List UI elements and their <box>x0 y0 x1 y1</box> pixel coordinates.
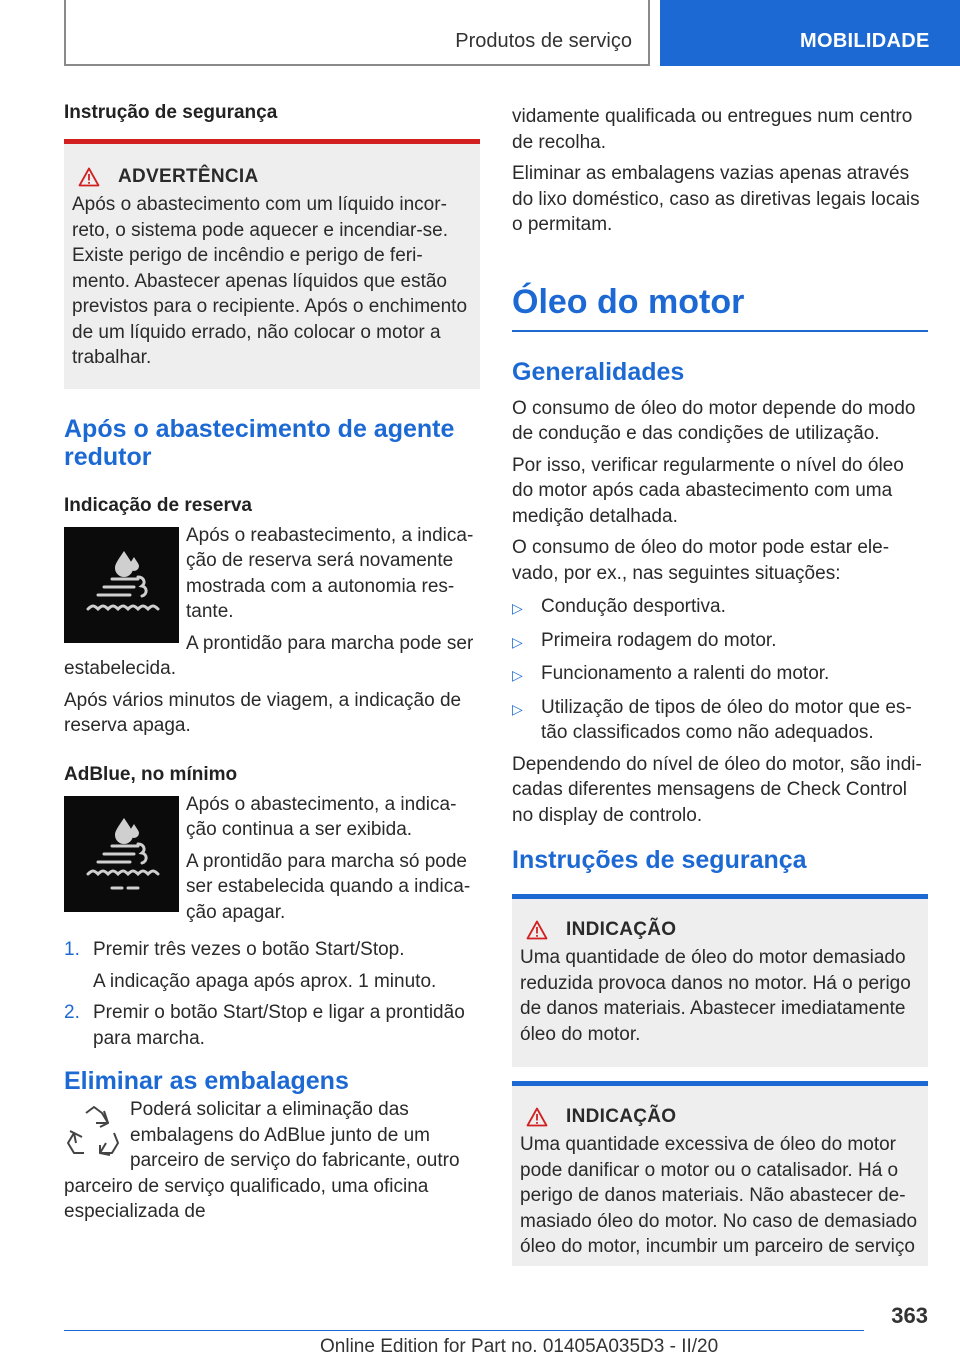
adblue-reserve-icon <box>64 527 179 643</box>
step-item <box>64 937 480 994</box>
reserve-text-2: A prontidão para marcha pode ser estabelecida. <box>64 632 474 679</box>
header-section-box <box>64 0 650 66</box>
reserve-text-1: Após o reabastecimento, a indicação de reserva será novamente mostrada com a autonomia restante. <box>186 524 474 622</box>
general-heading: Generalidades <box>512 357 685 386</box>
bullet-item <box>512 695 928 746</box>
steps-list <box>64 931 480 1051</box>
bullet-text: Utilização de tipos de óleo do motor que estão classificados como não adequados. <box>541 696 912 743</box>
chapter-tab[interactable] <box>660 0 960 66</box>
notice-box-2 <box>512 1081 928 1266</box>
adblue-minimum-icon <box>64 796 179 912</box>
bullet-triangle-icon: ▷ <box>512 667 523 683</box>
reserve-heading: Indicação de reserva <box>64 494 252 516</box>
bullet-text: Condução desportiva. <box>541 596 726 617</box>
bullet-triangle-icon: ▷ <box>512 700 523 717</box>
notice-text: Uma quantidade excessiva de óleo do motor pode danificar o motor ou o catalisador. Há o perigo de danos materiais. Não abastecer demasiado óleo do motor. No caso de demasiado óleo do motor, incumbir um parceiro de serviço <box>520 1134 918 1257</box>
step-item <box>64 1000 480 1051</box>
step-subtext: A indicação apaga após aprox. 1 minuto. <box>93 970 437 992</box>
minimum-indicator-image <box>64 796 179 912</box>
warning-box <box>64 139 480 389</box>
general-text-1: O consumo de óleo do motor depende do modo de condução e das condições de utilização. <box>512 397 916 444</box>
situations-list <box>512 594 928 746</box>
footer-edition: Online Edition for Part no. 01405A035D3 - II/20 <box>320 1336 719 1357</box>
step-text: Premir o botão Start/Stop e ligar a prontidão para marcha. <box>93 1002 465 1049</box>
general-text-2: Por isso, verificar regularmente o nível do óleo do motor após cada abastecimento com uma medição detalhada. <box>512 454 904 527</box>
warning-triangle-icon <box>526 920 548 940</box>
chapter-tab-label: MOBILIDADE <box>800 30 930 52</box>
engine-oil-title: Óleo do motor <box>512 282 745 321</box>
step-number: 1. <box>64 939 80 960</box>
bullet-text: Primeira rodagem do motor. <box>541 629 777 651</box>
warning-triangle-icon <box>526 1107 548 1127</box>
bullet-text: Funcionamento a ralenti do motor. <box>541 663 830 684</box>
title-divider <box>512 330 928 332</box>
general-text-3: O consumo de óleo do motor pode estar elevado, por ex., nas seguintes situações: <box>512 537 890 584</box>
continued-text-1: vidamente qualificada ou entregues num centro de recolha. <box>512 106 913 153</box>
engine-oil-title-block <box>512 282 928 332</box>
warning-triangle-icon <box>78 167 100 187</box>
page-number: 363 <box>891 1303 928 1328</box>
footer-divider <box>64 1330 864 1331</box>
general-text-4: Dependendo do nível de óleo do motor, são indicadas diferentes mensagens de Check Control no display de controlo. <box>512 753 922 826</box>
minimum-heading: AdBlue, no mínimo <box>64 763 238 785</box>
safety-instructions-heading: Instruções de segurança <box>512 846 807 874</box>
warning-text: Após o abastecimento com um líquido incorreto, o sistema pode aquecer e incendiar-se. Existe perigo de incêndio e perigo de ferimento. Abastecer apenas líquidos que estão previstos para o recipiente. Após o enchimento de um líquido errado, não colocar o motor a trabalhar. <box>72 194 468 368</box>
reserve-indicator-image <box>64 527 179 643</box>
continued-text-2: Eliminar as embalagens vazias apenas através do lixo doméstico, caso as diretivas legais locais o permitam. <box>512 163 920 235</box>
notice-box-1 <box>512 894 928 1067</box>
minimum-text-1: Após o abastecimento, a indicação continua a ser exibida. <box>186 793 457 840</box>
reserve-text-3: Após vários minutos de viagem, a indicação de reserva apaga. <box>64 689 462 736</box>
disposal-heading: Eliminar as embalagens <box>64 1067 349 1095</box>
after-refill-heading: Após o abastecimento de agente redutor <box>64 414 455 471</box>
bullet-item <box>512 594 928 622</box>
step-text: Premir três vezes o botão Start/Stop. <box>93 939 405 960</box>
step-number: 2. <box>64 1002 80 1023</box>
disposal-text: Poderá solicitar a eliminação das embalagens do AdBlue junto de um parceiro de serviço do fabricante, outro parceiro de serviço qualificado, uma oficina especializada de <box>64 1099 460 1222</box>
bullet-triangle-icon: ▷ <box>512 633 523 650</box>
bullet-item <box>512 628 928 656</box>
notice-title: INDICAÇÃO <box>566 919 677 940</box>
notice-text: Uma quantidade de óleo do motor demasiado reduzida provoca danos no motor. Há o perigo de danos materiais. Abastecer imediatamente óleo do motor. <box>520 947 911 1045</box>
header-section-title: Produtos de serviço <box>455 30 632 52</box>
left-column <box>64 100 480 1231</box>
minimum-text-2: A prontidão para marcha só pode ser estabelecida quando a indicação apagar. <box>186 850 471 923</box>
warning-title: ADVERTÊNCIA <box>118 166 259 187</box>
notice-title: INDICAÇÃO <box>566 1106 677 1127</box>
right-column <box>512 104 928 1266</box>
safety-instruction-heading: Instrução de segurança <box>64 102 278 123</box>
bullet-item <box>512 661 928 689</box>
bullet-triangle-icon: ▷ <box>512 600 523 616</box>
recycling-icon <box>64 1103 124 1163</box>
